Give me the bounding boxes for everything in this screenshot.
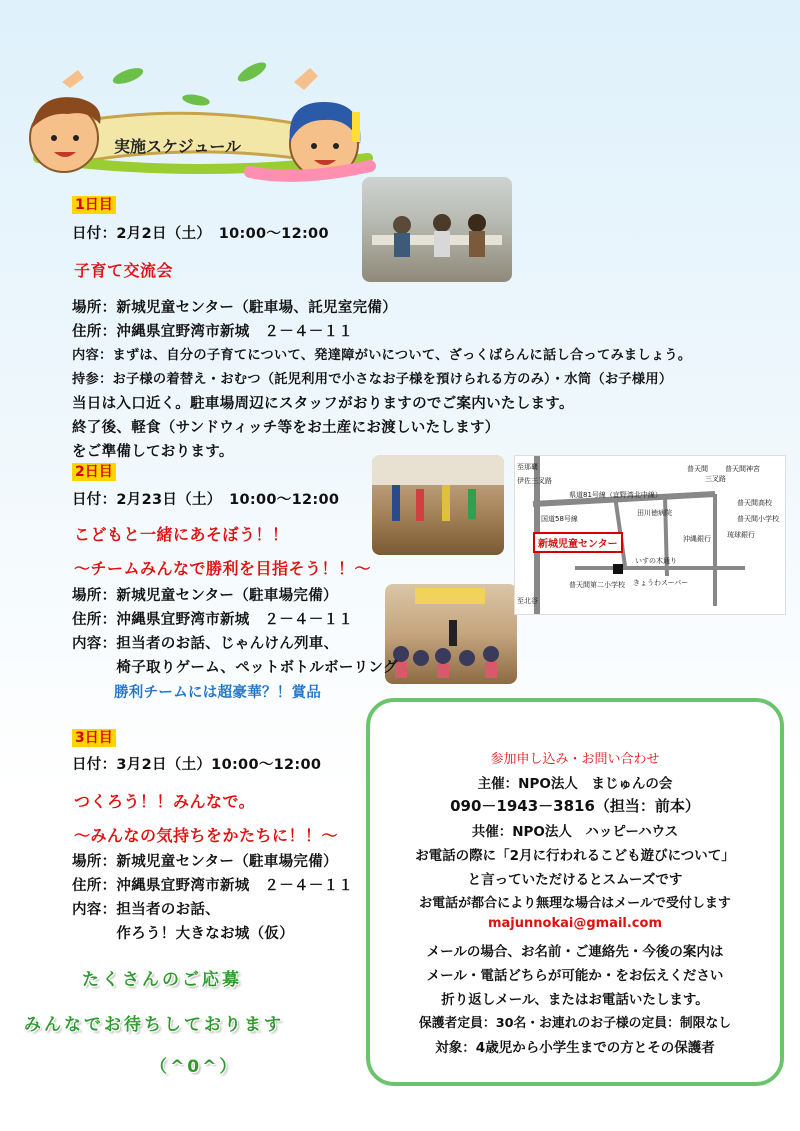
closing-line-1: たくさんのご応募 <box>82 970 242 990</box>
contact-mail-2: メール・電話どちらが可能か・をお伝えください <box>426 968 724 984</box>
contact-capacity: 保護者定員：30名・お連れのお子様の定員：制限なし <box>418 1016 732 1031</box>
day2-date: 日付：2月23日（土） 10:00～12:00 <box>72 492 340 508</box>
day1-bring: 持参：お子様の着替え・おむつ（託児利用で小さなお子様を預けられる方のみ）・水筒（お子様用） <box>72 372 673 387</box>
day2-content: 内容：担当者のお話、じゃんけん列車、 <box>72 636 339 652</box>
map-label: 琉球銀行 <box>727 531 755 539</box>
day3-badge: 3日目 <box>72 729 116 747</box>
map-label: いすの木通り <box>635 557 677 565</box>
photo-day1-meeting <box>362 177 512 282</box>
day3-address: 住所：沖縄県宜野湾市新城 ２－４－１１ <box>72 878 354 894</box>
map-label: 普天間小学校 <box>737 515 779 523</box>
day3-content-2: 作ろう！大きなお城（仮） <box>72 926 294 942</box>
closing-line-2: みんなでお待ちしております <box>24 1015 284 1035</box>
map-label: 田川徳病院 <box>637 509 672 517</box>
contact-cosponsor: 共催：NPO法人 ハッピーハウス <box>471 824 679 840</box>
day3-title: つくろう！！みんなで。 <box>74 792 256 811</box>
day2-address: 住所：沖縄県宜野湾市新城 ２－４－１１ <box>72 612 354 628</box>
map-label: 普天間第二小学校 <box>569 581 625 589</box>
header-banner <box>18 62 378 192</box>
contact-box <box>366 698 784 1086</box>
map-label: 伊佐三叉路 <box>517 477 552 485</box>
photo-day2-gym <box>372 455 504 555</box>
contact-note-3: お電話が都合により無理な場合はメールで受付します <box>419 896 731 911</box>
day1-date: 日付：2月2日（土） 10:00～12:00 <box>72 226 329 242</box>
header-title: 実施スケジュール <box>114 137 242 156</box>
closing-face: （^0^） <box>150 1057 240 1077</box>
map-label: 普天間神宮 <box>725 465 760 473</box>
map-label: 普天間 <box>687 465 708 473</box>
day2-content-2: 椅子取りゲーム、ペットボトルボーリング <box>72 660 398 676</box>
map-label: 沖縄銀行 <box>683 535 711 543</box>
day1-content: 内容：まずは、自分の子育てについて、発達障がいについて、ざっくばらんに話し合ってみましょう。 <box>72 348 692 363</box>
day1-address: 住所：沖縄県宜野湾市新城 ２－４－１１ <box>72 324 354 340</box>
contact-email[interactable]: majunnokai@gmail.com <box>487 916 662 931</box>
map-center-label: 新城児童センター <box>533 532 623 553</box>
contact-mail-1: メールの場合、お名前・ご連絡先・今後の案内は <box>426 944 724 960</box>
day1-venue: 場所：新城児童センター（駐車場、託児室完備） <box>72 300 398 316</box>
contact-note-2: と言っていただけるとスムーズです <box>467 872 683 888</box>
day3-subtitle: ～みんなの気持ちをかたちに！！～ <box>74 826 339 845</box>
day1-snack-2: をご準備しております。 <box>72 444 234 460</box>
day3-date: 日付：3月2日（土）10:00～12:00 <box>72 757 322 773</box>
kids-illustration <box>18 62 378 192</box>
contact-phone: 090－1943－3816（担当：前本） <box>450 797 700 815</box>
day2-subtitle: ～チームみんなで勝利を目指そう！！～ <box>74 559 372 578</box>
day2-prize: 勝利チームには超豪華？！賞品 <box>114 685 322 701</box>
day1-title: 子育て交流会 <box>74 261 174 280</box>
map-label: きょうわスーパー <box>633 579 689 587</box>
contact-mail-3: 折り返しメール、またはお電話いたします。 <box>441 992 709 1008</box>
day3-content: 内容：担当者のお話、 <box>72 902 220 918</box>
map-label: 三叉路 <box>705 475 726 483</box>
day2-badge: 2日目 <box>72 463 116 481</box>
map-label: 国道58号線 <box>541 515 578 523</box>
day1-badge: 1日目 <box>72 196 116 214</box>
day2-venue: 場所：新城児童センター（駐車場完備） <box>72 588 338 604</box>
contact-organizer: 主催：NPO法人 まじゅんの会 <box>477 776 673 792</box>
day3-venue: 場所：新城児童センター（駐車場完備） <box>72 854 338 870</box>
day2-title: こどもと一緒にあそぼう！！ <box>74 525 289 544</box>
contact-note-1: お電話の際に「2月に行われるこども遊びについて」 <box>415 848 735 864</box>
photo-day2-children <box>385 584 517 684</box>
contact-target: 対象：4歳児から小学生までの方とその保護者 <box>435 1040 715 1056</box>
map-label: 至北谷 <box>517 597 538 605</box>
map-label: 県道81号線（宜野湾北中線） <box>569 491 662 499</box>
access-map <box>514 455 786 615</box>
map-label: 普天間高校 <box>737 499 772 507</box>
day1-note: 当日は入口近く。駐車場周辺にスタッフがおりますのでご案内いたします。 <box>72 396 574 412</box>
contact-heading: 参加申し込み・お問い合わせ <box>490 752 660 767</box>
day1-snack: 終了後、軽食（サンドウィッチ等をお土産にお渡しいたします） <box>72 420 500 436</box>
map-label: 至那覇 <box>517 463 538 471</box>
